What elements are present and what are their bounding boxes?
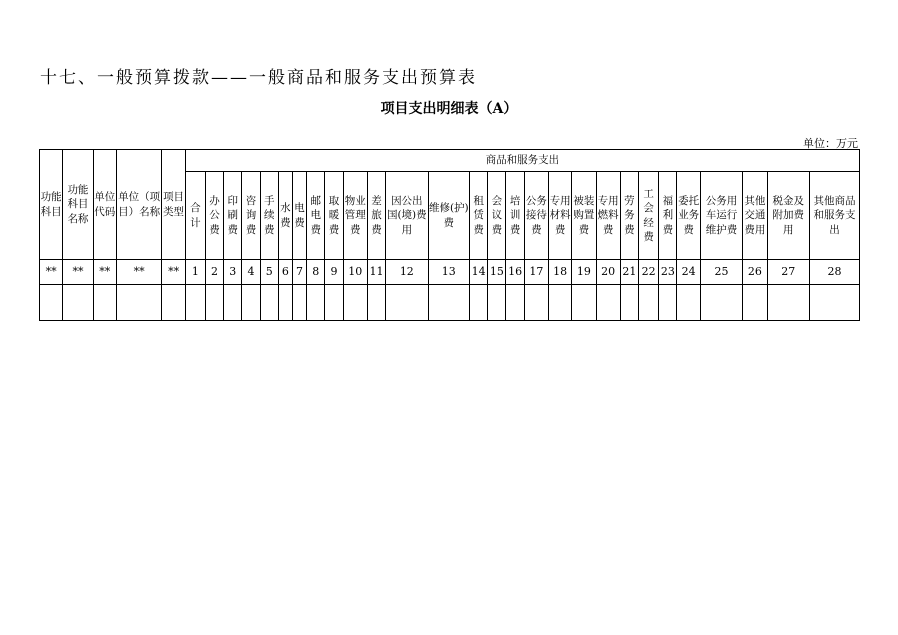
data-cell (93, 285, 116, 321)
column-header-expense-22: 工会经费 (639, 172, 659, 260)
column-header-expense-11: 差旅费 (367, 172, 385, 260)
data-cell (572, 285, 596, 321)
column-header-expense-18: 专用材料费 (548, 172, 571, 260)
column-header-expense-6: 水费 (278, 172, 292, 260)
data-cell (260, 285, 278, 321)
column-header-expense-25: 公务用车运行维护费 (700, 172, 743, 260)
column-code-expense-19: 19 (572, 260, 596, 285)
column-code-expense-12: 12 (386, 260, 429, 285)
column-code-expense-13: 13 (428, 260, 469, 285)
column-header-expense-26: 其他交通费用 (743, 172, 767, 260)
data-cell (659, 285, 677, 321)
data-cell (488, 285, 506, 321)
column-header-expense-12: 因公出国(境)费用 (386, 172, 429, 260)
budget-table (39, 149, 860, 321)
column-code-left-3: ** (93, 260, 116, 285)
column-header-expense-9: 取暖费 (325, 172, 343, 260)
data-cell (224, 285, 242, 321)
column-header-expense-16: 培训费 (506, 172, 524, 260)
column-code-expense-17: 17 (524, 260, 548, 285)
table-title: 项目支出明细表（A） (380, 101, 518, 117)
column-code-expense-15: 15 (488, 260, 506, 285)
data-cell (307, 285, 325, 321)
data-cell (162, 285, 185, 321)
data-cell (242, 285, 260, 321)
column-header-expense-4: 咨询费 (242, 172, 260, 260)
column-code-expense-1: 1 (185, 260, 205, 285)
column-header-expense-3: 印刷费 (224, 172, 242, 260)
data-cell (524, 285, 548, 321)
column-code-expense-5: 5 (260, 260, 278, 285)
column-header-expense-21: 劳务费 (620, 172, 638, 260)
column-header-left-2: 功能科目名称 (63, 150, 93, 260)
column-header-expense-1: 合计 (185, 172, 205, 260)
column-header-expense-2: 办公费 (205, 172, 223, 260)
column-code-expense-26: 26 (743, 260, 767, 285)
column-header-expense-10: 物业管理费 (343, 172, 367, 260)
column-header-expense-5: 手续费 (260, 172, 278, 260)
data-cell (470, 285, 488, 321)
data-row (40, 285, 860, 321)
column-code-expense-18: 18 (548, 260, 571, 285)
data-cell (278, 285, 292, 321)
column-header-expense-20: 专用燃料费 (596, 172, 620, 260)
data-cell (700, 285, 743, 321)
data-cell (343, 285, 367, 321)
column-code-expense-6: 6 (278, 260, 292, 285)
column-code-expense-16: 16 (506, 260, 524, 285)
column-code-expense-2: 2 (205, 260, 223, 285)
data-cell (620, 285, 638, 321)
group-header-goods-services: 商品和服务支出 (185, 150, 859, 172)
header-row-group (40, 150, 860, 172)
column-code-expense-4: 4 (242, 260, 260, 285)
column-header-expense-28: 其他商品和服务支出 (810, 172, 860, 260)
column-code-expense-22: 22 (639, 260, 659, 285)
column-code-expense-7: 7 (292, 260, 306, 285)
column-code-expense-21: 21 (620, 260, 638, 285)
column-code-expense-27: 27 (767, 260, 810, 285)
column-code-expense-28: 28 (810, 260, 860, 285)
data-cell (205, 285, 223, 321)
data-cell (810, 285, 860, 321)
data-cell (367, 285, 385, 321)
column-code-expense-25: 25 (700, 260, 743, 285)
column-header-left-4: 单位（项目）名称 (116, 150, 162, 260)
document-heading: 十七、一般预算拨款——一般商品和服务支出预算表 (40, 68, 477, 88)
column-code-row (40, 260, 860, 285)
column-header-left-5: 项目类型 (162, 150, 185, 260)
column-header-expense-19: 被装购置费 (572, 172, 596, 260)
column-code-expense-23: 23 (659, 260, 677, 285)
column-header-expense-15: 会议费 (488, 172, 506, 260)
column-header-left-1: 功能科目 (40, 150, 63, 260)
data-cell (292, 285, 306, 321)
column-code-expense-8: 8 (307, 260, 325, 285)
data-cell (639, 285, 659, 321)
column-header-expense-27: 税金及附加费用 (767, 172, 810, 260)
data-cell (767, 285, 810, 321)
data-cell (596, 285, 620, 321)
column-code-expense-20: 20 (596, 260, 620, 285)
data-cell (325, 285, 343, 321)
unit-label: 单位：万元 (803, 137, 858, 150)
data-cell (386, 285, 429, 321)
column-code-expense-3: 3 (224, 260, 242, 285)
column-header-expense-13: 维修(护)费 (428, 172, 469, 260)
column-header-expense-8: 邮电费 (307, 172, 325, 260)
column-code-expense-10: 10 (343, 260, 367, 285)
data-cell (548, 285, 571, 321)
column-code-expense-9: 9 (325, 260, 343, 285)
column-header-left-3: 单位代码 (93, 150, 116, 260)
data-cell (116, 285, 162, 321)
column-code-left-4: ** (116, 260, 162, 285)
data-cell (743, 285, 767, 321)
column-code-expense-14: 14 (470, 260, 488, 285)
column-header-expense-24: 委托业务费 (677, 172, 700, 260)
column-code-expense-11: 11 (367, 260, 385, 285)
column-code-left-1: ** (40, 260, 63, 285)
column-header-expense-14: 租赁费 (470, 172, 488, 260)
data-cell (63, 285, 93, 321)
column-code-expense-24: 24 (677, 260, 700, 285)
column-code-left-5: ** (162, 260, 185, 285)
data-cell (677, 285, 700, 321)
column-header-expense-23: 福利费 (659, 172, 677, 260)
column-header-expense-7: 电费 (292, 172, 306, 260)
data-cell (40, 285, 63, 321)
data-cell (428, 285, 469, 321)
data-cell (506, 285, 524, 321)
column-header-expense-17: 公务接待费 (524, 172, 548, 260)
data-cell (185, 285, 205, 321)
column-code-left-2: ** (63, 260, 93, 285)
